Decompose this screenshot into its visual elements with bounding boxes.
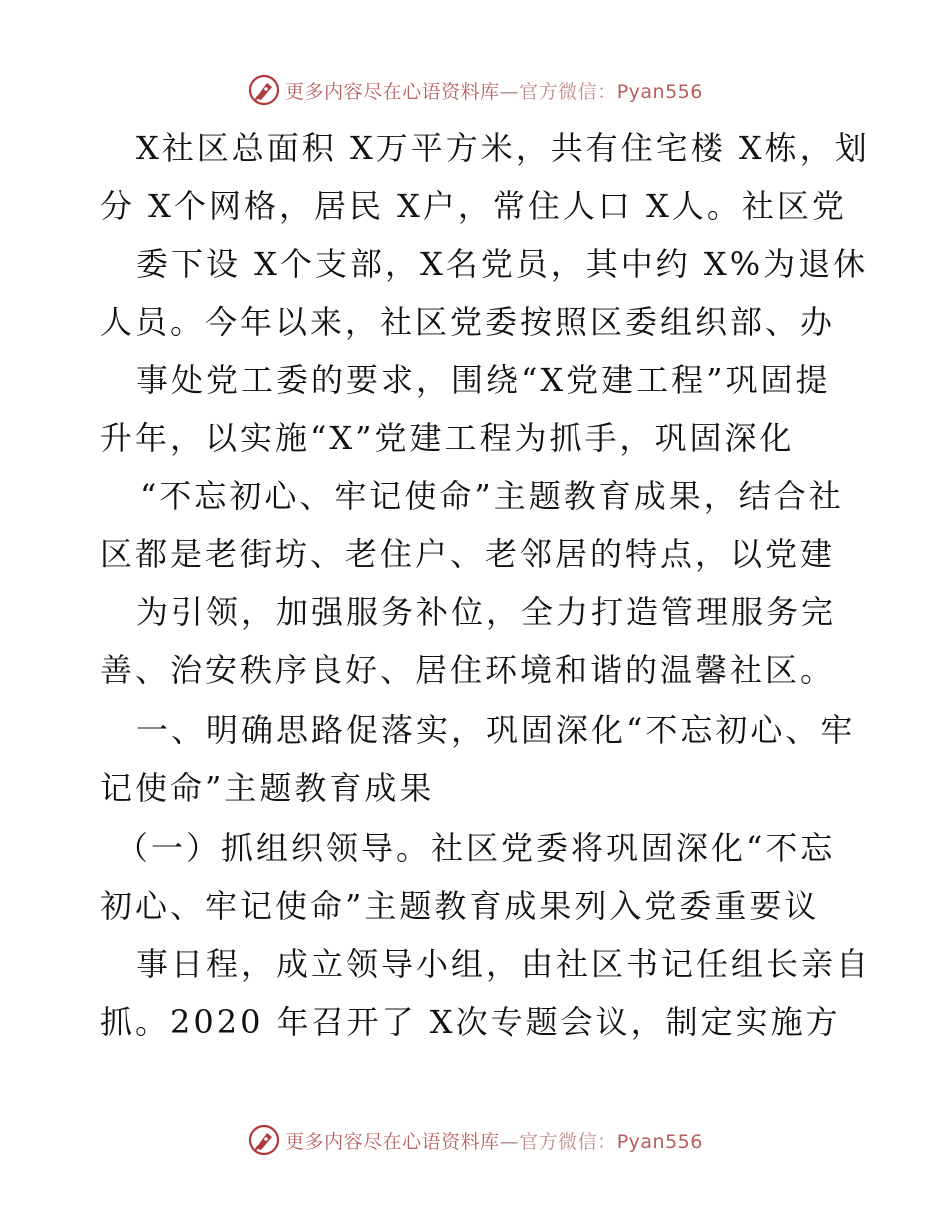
- text-line: 抓。2020 年召开了 X次专题会议，制定实施方: [100, 1003, 841, 1041]
- section-heading-line: 记使命”主题教育成果: [100, 769, 435, 807]
- watermark-separator: —: [499, 1130, 520, 1153]
- text-line: 为引领，加强服务补位，全力打造管理服务完: [136, 593, 837, 631]
- watermark-wechat-label: 官方微信：: [519, 80, 617, 103]
- pen-nib-circle-icon: [247, 1123, 281, 1157]
- text-line: （一）抓组织领导。社区党委将巩固深化“不忘: [116, 829, 836, 867]
- footer-watermark: [0, 1120, 950, 1160]
- watermark-wechat-label: 官方微信：: [519, 1130, 617, 1153]
- text-line: 初心、牢记使命”主题教育成果列入党委重要议: [100, 887, 820, 925]
- text-line: 事日程，成立领导小组，由社区书记任组长亲自: [136, 945, 872, 983]
- watermark-site: 更多内容尽在心语资料库: [285, 80, 500, 103]
- text-line: 升年，以实施“X”党建工程为抓手，巩固深化: [100, 419, 795, 457]
- watermark-text: [285, 1127, 703, 1154]
- text-line: X社区总面积 X万平方米，共有住宅楼 X栋，划: [136, 129, 870, 167]
- text-line: 事处党工委的要求，围绕“X党建工程”巩固提: [136, 361, 831, 399]
- text-line: “不忘初心、牢记使命”主题教育成果，结合社: [140, 477, 844, 515]
- text-line: 委下设 X个支部，X名党员，其中约 X%为退休: [136, 245, 869, 283]
- watermark-separator: —: [499, 80, 520, 103]
- section-heading-line: 一、明确思路促落实，巩固深化“不忘初心、牢: [136, 711, 856, 749]
- watermark-wechat-id: Pyan556: [616, 1130, 703, 1153]
- text-line: 人员。今年以来，社区党委按照区委组织部、办: [100, 303, 836, 341]
- watermark-site: 更多内容尽在心语资料库: [285, 1130, 500, 1153]
- watermark-wechat-id: Pyan556: [616, 80, 703, 103]
- text-line: 区都是老街坊、老住户、老邻居的特点，以党建: [100, 535, 836, 573]
- text-line: 分 X个网格，居民 X户，常住人口 X人。社区党: [100, 187, 847, 225]
- text-line: 善、治安秩序良好、居住环境和谐的温馨社区。: [100, 651, 836, 689]
